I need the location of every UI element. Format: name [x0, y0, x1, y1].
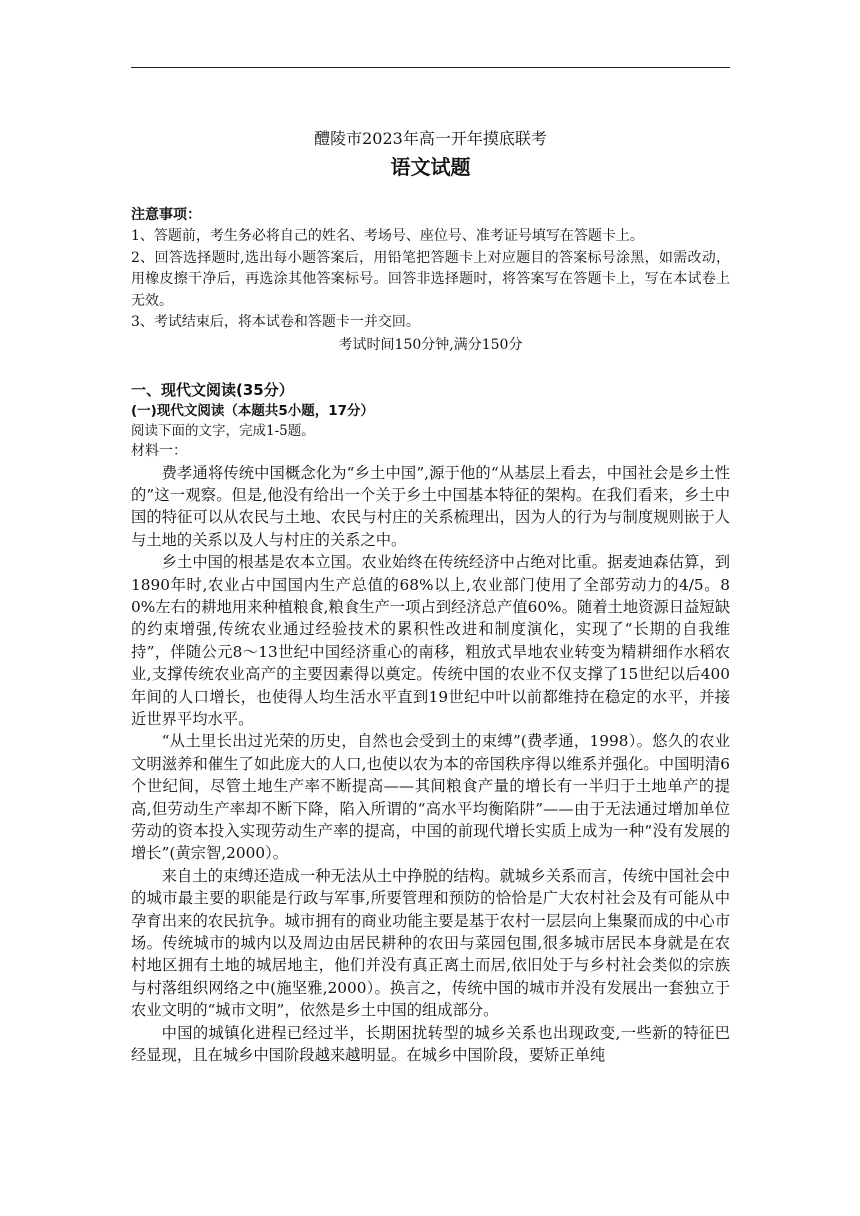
reading-instruction: 阅读下面的文字，完成1-5题。	[131, 422, 315, 439]
passage-paragraph-2: 乡土中国的根基是农本立国。农业始终在传统经济中占绝对比重。据麦迪森估算，到1890年时,农业占中国国内生产总值的68%以上,农业部门使用了全部劳动力的4/5。80%左右的耕地用来种植粮食,粮食生产一项占到经济总产值60%。随着土地资源日益短缺的约束增强,传统农业通过经验技术的累积性改进和制度演化，实现了“长期的自我维持”，伴随公元8～13世纪中国经济重心的南移，粗放式旱地农业转变为精耕细作水稻农业,支撑传统农业高产的主要因素得以奠定。传统中国的农业不仅支撑了15世纪以后400年间的人口增长，也使得人均生活水平直到19世纪中叶以前都维持在稳定的水平，并接近世界平均水平。	[131, 553, 730, 728]
exam-title: 语文试题	[390, 155, 471, 179]
notice-item-1: 1、答题前，考生务必将自己的姓名、考场号、座位号、准考证号填写在答题卡上。	[131, 228, 644, 244]
notice-item-3: 3、考试结束后，将本试卷和答题卡一并交回。	[131, 314, 420, 330]
subsection-heading: (一)现代文阅读（本题共5小题，17分）	[131, 402, 375, 419]
passage-paragraph-3: “从土里长出过光荣的历史，自然也会受到土的束缚”(费孝通，1998）。悠久的农业文明滋养和催生了如此庞大的人口,也使以农为本的帝国秩序得以维系并强化。中国明清6个世纪间，尽管土地生产率不断提高——其间粮食产量的增长有一半归于土地单产的提高,但劳动生产率却不断下降，陷入所谓的“高水平均衡陷阱”——由于无法通过增加单位劳动的资本投入实现劳动生产率的提高，中国的前现代增长实质上成为一种“没有发展的增长”(黄宗智,2000）。	[131, 732, 730, 863]
passage-paragraph-5: 中国的城镇化进程已经过半，长期困扰转型的城乡关系也出现政变,一些新的特征巴经显现，且在城乡中国阶段越来越明显。在城乡中国阶段，要矫正单纯	[131, 1023, 730, 1065]
passage-paragraph-1: 费孝通将传统中国概念化为“乡土中国”,源于他的“从基层上看去，中国社会是乡土性的”这一观察。但是,他没有给出一个关于乡土中国基本特征的架构。在我们看来，乡土中国的特征可以从农民与土地、农民与村庄的关系梳理出，因为人的行为与制度规则嵌于人与土地的关系以及人与村庄的关系之中。	[131, 463, 730, 549]
section-modern-reading	[131, 379, 730, 1067]
header-rule	[131, 67, 730, 68]
passage-paragraph-4: 来自土的束缚还造成一种无法从土中挣脱的结构。就城乡关系而言，传统中国社会中的城市最主要的职能是行政与军事,所要管理和预防的恰恰是广大农村社会及有可能从中孕育出来的农民抗争。城市拥有的商业功能主要是基于农村一层层向上集聚而成的中心市场。传统城市的城内以及周边由居民耕种的农田与菜园包围,很多城市居民本身就是在农村地区拥有土地的城居地主，他们并没有真正离土而居,依旧处于与乡村社会类似的宗族与村落组织网络之中(施坚雅,2000）。换言之，传统中国的城市并没有发展出一套独立于农业文明的“城市文明”，依然是乡土中国的组成部分。	[131, 866, 730, 1020]
material-label: 材料一：	[131, 442, 187, 459]
notice-heading: 注意事项：	[131, 207, 201, 223]
exam-subtitle: 醴陵市2023年高一开年摸底联考	[314, 129, 547, 148]
notice-item-2: 2、回答选择题时,选出每小题答案后，用铅笔把答题卡上对应题目的答案标号涂黑，如需改动，用橡皮擦干净后，再选涂其他答案标号。回答非选择题时，将答案写在答题卡上，写在本试卷上无效。	[131, 249, 730, 309]
notice-block	[131, 204, 730, 356]
exam-time: 考试时间150分钟,满分150分	[338, 336, 523, 353]
page-content	[131, 126, 730, 1066]
section-heading: 一、现代文阅读(35分）	[131, 380, 294, 399]
